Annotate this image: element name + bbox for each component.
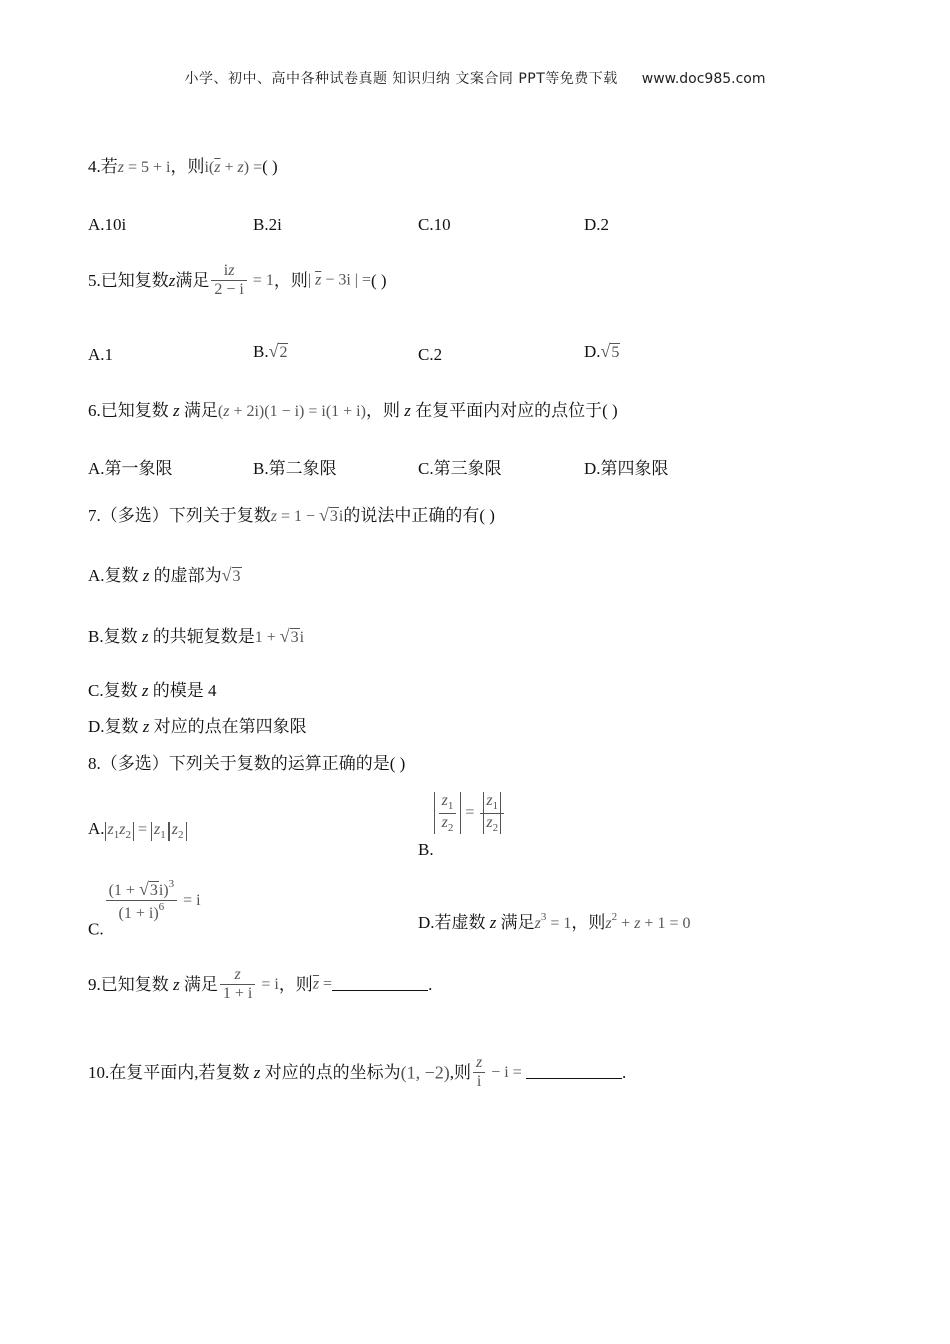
q10-prefix: 10.在复平面内,若复数 [88, 1063, 250, 1083]
q7-option-d: D.复数 z 对应的点在第四象限 [88, 717, 307, 736]
header-site: www.doc985.com [641, 71, 766, 87]
q4-option-b: B.2i [253, 215, 282, 234]
q9-prefix: 9.已知复数 [88, 975, 169, 995]
q6-prefix: 6.已知复数 [88, 401, 169, 420]
q9-formula: $\frac{z}{1 + i}$ = i [218, 976, 279, 993]
q5-prefix: 5.已知复数 [88, 271, 169, 291]
page-header [0, 68, 950, 88]
q6-option-a: A.第一象限 [88, 459, 173, 478]
q4-option-c: C.10 [418, 215, 451, 234]
q6-option-c: C.第三象限 [418, 459, 502, 478]
q7-formula: z = 1 − √3i [270, 505, 344, 525]
q7-prefix: 7.（多选）下列关于复数 [88, 506, 271, 525]
q4-option-a: A.10i [88, 215, 127, 234]
q6-cond: 满足 [183, 401, 218, 420]
q5-option-a: A.1 [88, 345, 114, 364]
question-6 [88, 402, 618, 420]
q8-option-a: A. $z_1z_2 = z_1$ $z_2$ [88, 820, 187, 841]
q6-mid: ，则 [365, 401, 400, 420]
question-8: 8.（多选）下列关于复数的运算正确的是( ) [88, 754, 406, 773]
q4-formula-z: z = 5 + i [117, 159, 171, 176]
question-9: 9.已知复数 z 满足 $\frac{z}{1 + i}$ = i，则$\overline{z}$ = . [88, 966, 433, 1003]
q5-cond: 满足 [175, 271, 210, 291]
q6-var-2: z [404, 401, 411, 420]
header-text: 小学、初中、高中各种试卷真题 知识归纳 文案合同 PPT等免费下载 [184, 71, 618, 87]
q9-cond: 满足 [183, 975, 218, 995]
q10-point: (1, −2) [400, 1062, 450, 1083]
q4-option-d: D.2 [584, 215, 610, 234]
q10-then: ,则 [449, 1063, 472, 1083]
q5-option-d: D.√5 [584, 341, 620, 361]
q6-option-b: B.第二象限 [253, 459, 337, 478]
q7-option-b: B.复数 z 的共轭复数是1 + √3i [88, 626, 305, 646]
q4-mid: ，则 [170, 157, 205, 176]
q6-formula: (z + 2i)(1 − i) = i(1 + i) [217, 403, 366, 420]
q4-suffix: ( ) [262, 157, 278, 176]
q9-mid: ，则 [278, 975, 313, 995]
q8-option-c: C. $\frac{(1 + √3i)^3}{(1 + i)^6}$ = i [88, 878, 201, 939]
q6-option-d: D.第四象限 [584, 459, 669, 478]
q6-var: z [173, 401, 180, 420]
question-4 [88, 158, 278, 176]
q4-prefix: 4.若 [88, 157, 118, 176]
q7-option-a: A.复数 z 的虚部为√3 [88, 565, 241, 585]
q5-option-c: C.2 [418, 345, 443, 364]
q8-option-b: B. $\frac{z_1}{z_2}$ = $\frac{z_1}{z_2}$ [418, 792, 506, 858]
q9-answer-blank[interactable] [332, 976, 428, 991]
question-10: 10.在复平面内,若复数 z 对应的点的坐标为(1, −2),则 $\frac{z}{i}$ − i = . [88, 1054, 627, 1091]
q7-suffix: 的说法中正确的有( ) [343, 506, 495, 525]
q6-tail: 在复平面内对应的点位于( ) [415, 401, 618, 420]
q10-formula: $\frac{z}{i}$ − i = [471, 1064, 522, 1081]
q7-option-c: C.复数 z 的模是 4 [88, 681, 217, 700]
q4-formula-expr: $i(\overline{z} + z)$ = [204, 159, 263, 176]
q5-option-b: B.√2 [253, 341, 288, 361]
q5-formula-cond: $\frac{iz}{2 - i}$ = 1 [209, 272, 274, 289]
question-5 [88, 262, 387, 300]
q10-mid: 对应的点的坐标为 [264, 1063, 401, 1083]
q5-formula-expr: | $\overline{z} - 3i$ | = [307, 271, 372, 289]
question-7 [88, 506, 495, 525]
q10-answer-blank[interactable] [526, 1064, 622, 1079]
q5-var: z [168, 271, 176, 291]
q5-suffix: ( ) [371, 271, 387, 291]
q8-option-d: D.若虚数 z 满足$z^3 = 1$，则$z^2 + z + 1 = 0$ [418, 911, 691, 932]
q5-mid: ，则 [273, 271, 308, 291]
